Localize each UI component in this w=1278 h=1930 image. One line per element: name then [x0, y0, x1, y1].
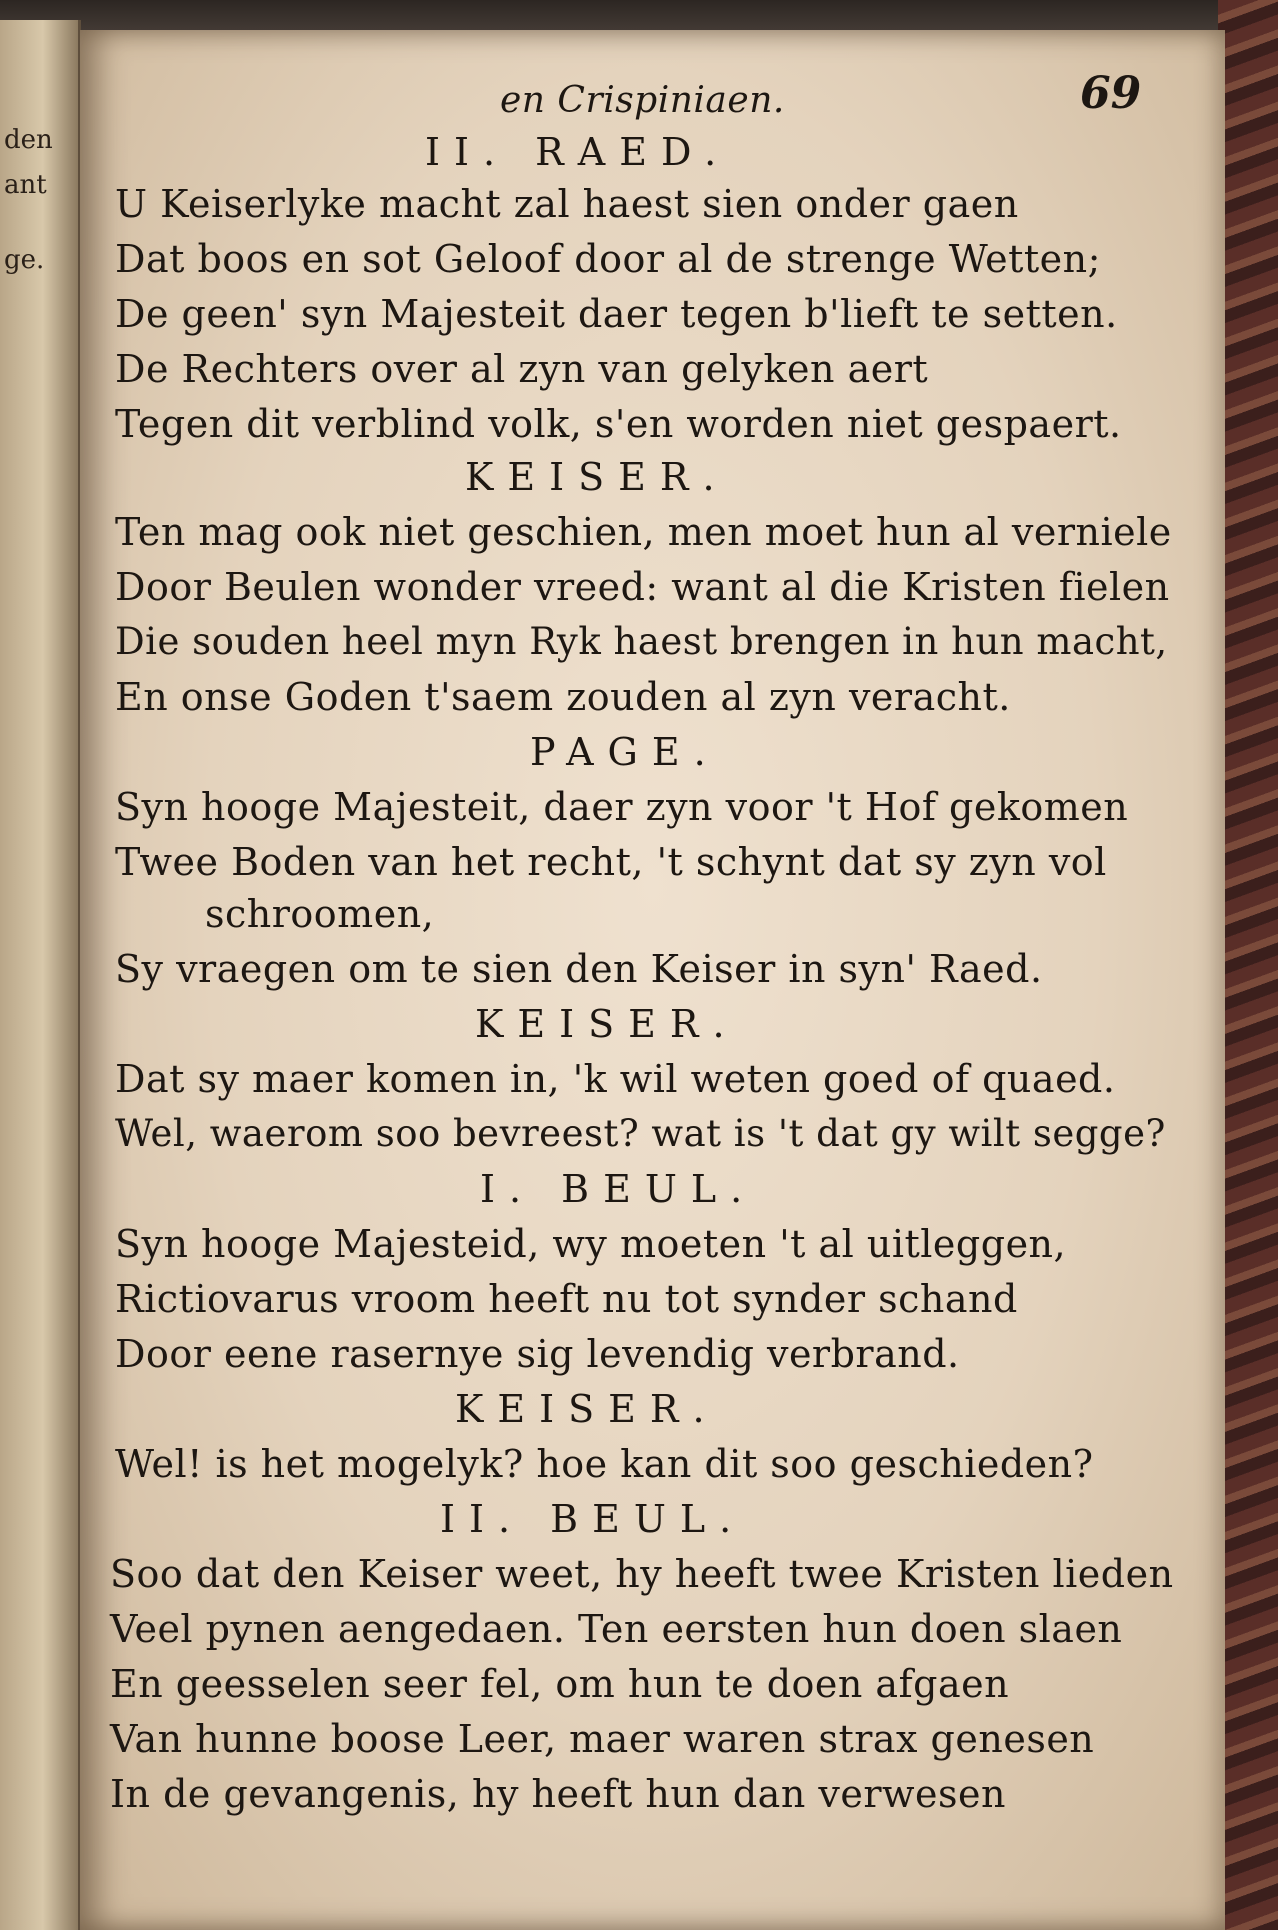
previous-page-edge [0, 20, 81, 1930]
verse-line: Dat boos en sot Geloof door al de strenge Wetten; [115, 237, 1101, 281]
speaker-heading: KEISER. [475, 1002, 739, 1046]
verse-line: Van hunne boose Leer, maer waren strax genesen [110, 1717, 1095, 1761]
speaker-heading: II. RAED. [425, 130, 731, 174]
verse-line: Rictiovarus vroom heeft nu tot synder schand [115, 1277, 1018, 1321]
verse-line: De geen' syn Majesteit daer tegen b'lieft te setten. [115, 292, 1118, 336]
verse-line: Veel pynen aengedaen. Ten eersten hun doen slaen [110, 1607, 1123, 1651]
verse-line: Ten mag ook niet geschien, men moet hun al verniele [115, 510, 1172, 554]
verse-line: En geesselen seer fel, om hun te doen afgaen [110, 1662, 1010, 1706]
verse-line: Sy vraegen om te sien den Keiser in syn' Raed. [115, 947, 1043, 991]
verse-line: Soo dat den Keiser weet, hy heeft twee Kristen lieden [110, 1552, 1174, 1596]
speaker-heading: II. BEUL. [440, 1497, 746, 1541]
verse-line: In de gevangenis, hy heeft hun dan verwesen [110, 1772, 1006, 1816]
verse-line: Die souden heel myn Ryk haest brengen in hun macht, [115, 620, 1168, 663]
left-fragment: ant [4, 170, 47, 200]
background-fabric [1218, 0, 1278, 1930]
verse-line: Door Beulen wonder vreed: want al die Kristen fielen [115, 565, 1170, 609]
verse-line: Tegen dit verblind volk, s'en worden niet gespaert. [115, 402, 1122, 446]
running-head: en Crispiniaen. [500, 80, 785, 121]
speaker-heading: KEISER. [455, 1387, 719, 1431]
verse-line: Twee Boden van het recht, 't schynt dat sy zyn vol [115, 840, 1107, 884]
verse-line: Door eene rasernye sig levendig verbrand. [115, 1332, 960, 1376]
verse-line: Dat sy maer komen in, 'k wil weten goed of quaed. [115, 1057, 1116, 1101]
page-number: 69 [1080, 68, 1142, 119]
speaker-heading: KEISER. [465, 455, 729, 499]
verse-line: Wel, waerom soo bevreest? wat is 't dat gy wilt segge? [115, 1112, 1166, 1155]
verse-line: Syn hooge Majesteid, wy moeten 't al uitleggen, [115, 1222, 1067, 1266]
verse-line: U Keiserlyke macht zal haest sien onder gaen [115, 182, 1019, 226]
verse-line: Wel! is het mogelyk? hoe kan dit soo geschieden? [115, 1442, 1094, 1486]
verse-line: Syn hooge Majesteit, daer zyn voor 't Hof gekomen [115, 785, 1129, 829]
book-page [80, 30, 1225, 1930]
speaker-heading: PAGE. [530, 730, 720, 774]
verse-line: De Rechters over al zyn van gelyken aert [115, 347, 929, 391]
verse-line: En onse Goden t'saem zouden al zyn veracht. [115, 675, 1011, 719]
speaker-heading: I. BEUL. [480, 1167, 757, 1211]
left-fragment: den [4, 125, 53, 155]
left-fragment: ge. [4, 245, 45, 275]
verse-continuation: schroomen, [205, 892, 435, 936]
